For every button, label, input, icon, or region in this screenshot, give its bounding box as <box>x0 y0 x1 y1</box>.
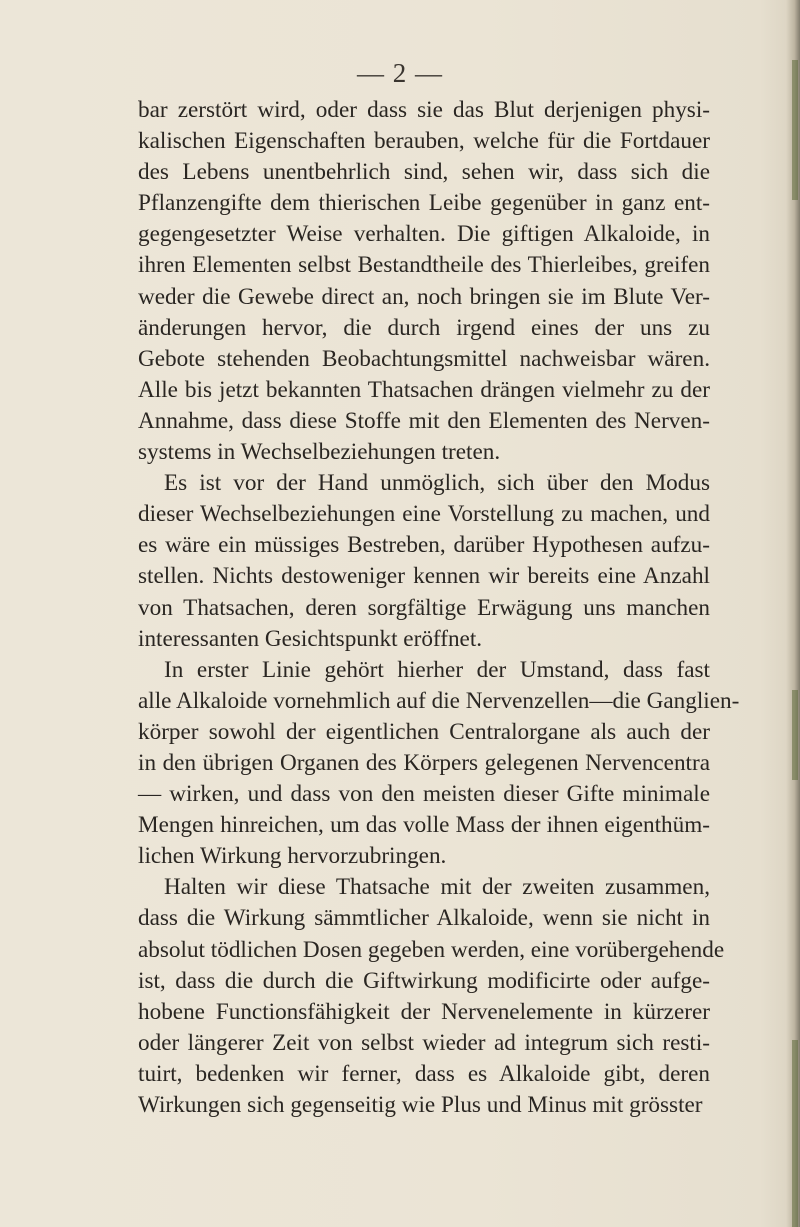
text-line: interessanten Gesichtspunkt eröffnet. <box>138 625 483 652</box>
text-line: änderungen hervor, die durch irgend eines der uns zu <box>138 314 710 341</box>
text-line: gegengesetzter Weise verhalten. Die giftigen Alkaloide, in <box>138 221 710 248</box>
text-line: dieser Wechselbeziehungen eine Vorstellung zu machen, und <box>138 501 710 528</box>
text-line: oder längerer Zeit von selbst wieder ad integrum sich resti- <box>138 1029 710 1056</box>
text-line: alle Alkaloide vornehmlich auf die Nervenzellen—die Ganglien- <box>138 687 740 714</box>
text-line: Pflanzengifte dem thierischen Leibe gegenüber in ganz ent- <box>138 190 710 217</box>
text-line: Gebote stehenden Beobachtungsmittel nachweisbar wären. <box>138 345 710 372</box>
text-line: — wirken, und dass von den meisten dieser Gifte minimale <box>138 781 710 808</box>
text-line: Halten wir diese Thatsache mit der zweiten zusammen, <box>164 874 710 901</box>
text-line: In erster Linie gehört hierher der Umstand, dass fast <box>164 656 710 683</box>
text-line: bar zerstört wird, oder dass sie das Blut derjenigen physi- <box>138 97 710 123</box>
text-line: kalischen Eigenschaften berauben, welche für die Fortdauer <box>138 128 710 155</box>
text-line: Es ist vor der Hand unmöglich, sich über den Modus <box>164 470 710 497</box>
text-line: Annahme, dass diese Stoffe mit den Elementen des Nerven- <box>138 407 710 434</box>
text-line: ihren Elementen selbst Bestandtheile des Thierleibes, greifen <box>138 252 710 279</box>
text-line: dass die Wirkung sämmtlicher Alkaloide, wenn sie nicht in <box>138 905 710 932</box>
binding-strip <box>792 1040 798 1227</box>
text-line: Wirkungen sich gegenseitig wie Plus und Minus mit grösster <box>138 1092 703 1118</box>
text-line: hobene Functionsfähigkeit der Nervenelemente in kürzerer <box>138 998 710 1025</box>
text-line: tuirt, bedenken wir ferner, dass es Alkaloide gibt, deren <box>138 1060 710 1087</box>
text-line: in den übrigen Organen des Körpers gelegenen Nervencentra <box>138 749 710 776</box>
text-line: weder die Gewebe direct an, noch bringen sie im Blute Ver- <box>138 283 710 310</box>
text-line: körper sowohl der eigentlichen Centralorgane als auch der <box>138 718 710 745</box>
text-line: stellen. Nichts destoweniger kennen wir bereits eine Anzahl <box>138 563 710 590</box>
binding-strip <box>792 690 798 780</box>
text-line: lichen Wirkung hervorzubringen. <box>138 843 447 870</box>
text-line: von Thatsachen, deren sorgfältige Erwägung uns manchen <box>138 594 710 621</box>
text-line: ist, dass die durch die Giftwirkung modificirte oder aufge- <box>138 967 710 994</box>
text-line: es wäre ein müssiges Bestreben, darüber Hypothesen aufzu- <box>138 532 710 559</box>
body-text <box>138 95 740 1121</box>
text-line: des Lebens unentbehrlich sind, sehen wir, dass sich die <box>138 159 710 186</box>
page-number: — 2 — <box>357 58 443 88</box>
text-line: Mengen hinreichen, um das volle Mass der ihnen eigenthüm- <box>138 812 710 839</box>
text-line: absolut tödlichen Dosen gegeben werden, eine vorübergehende <box>138 936 725 963</box>
text-line: systems in Wechselbeziehungen treten. <box>138 439 501 466</box>
text-line: Alle bis jetzt bekannten Thatsachen drängen vielmehr zu der <box>138 376 710 403</box>
